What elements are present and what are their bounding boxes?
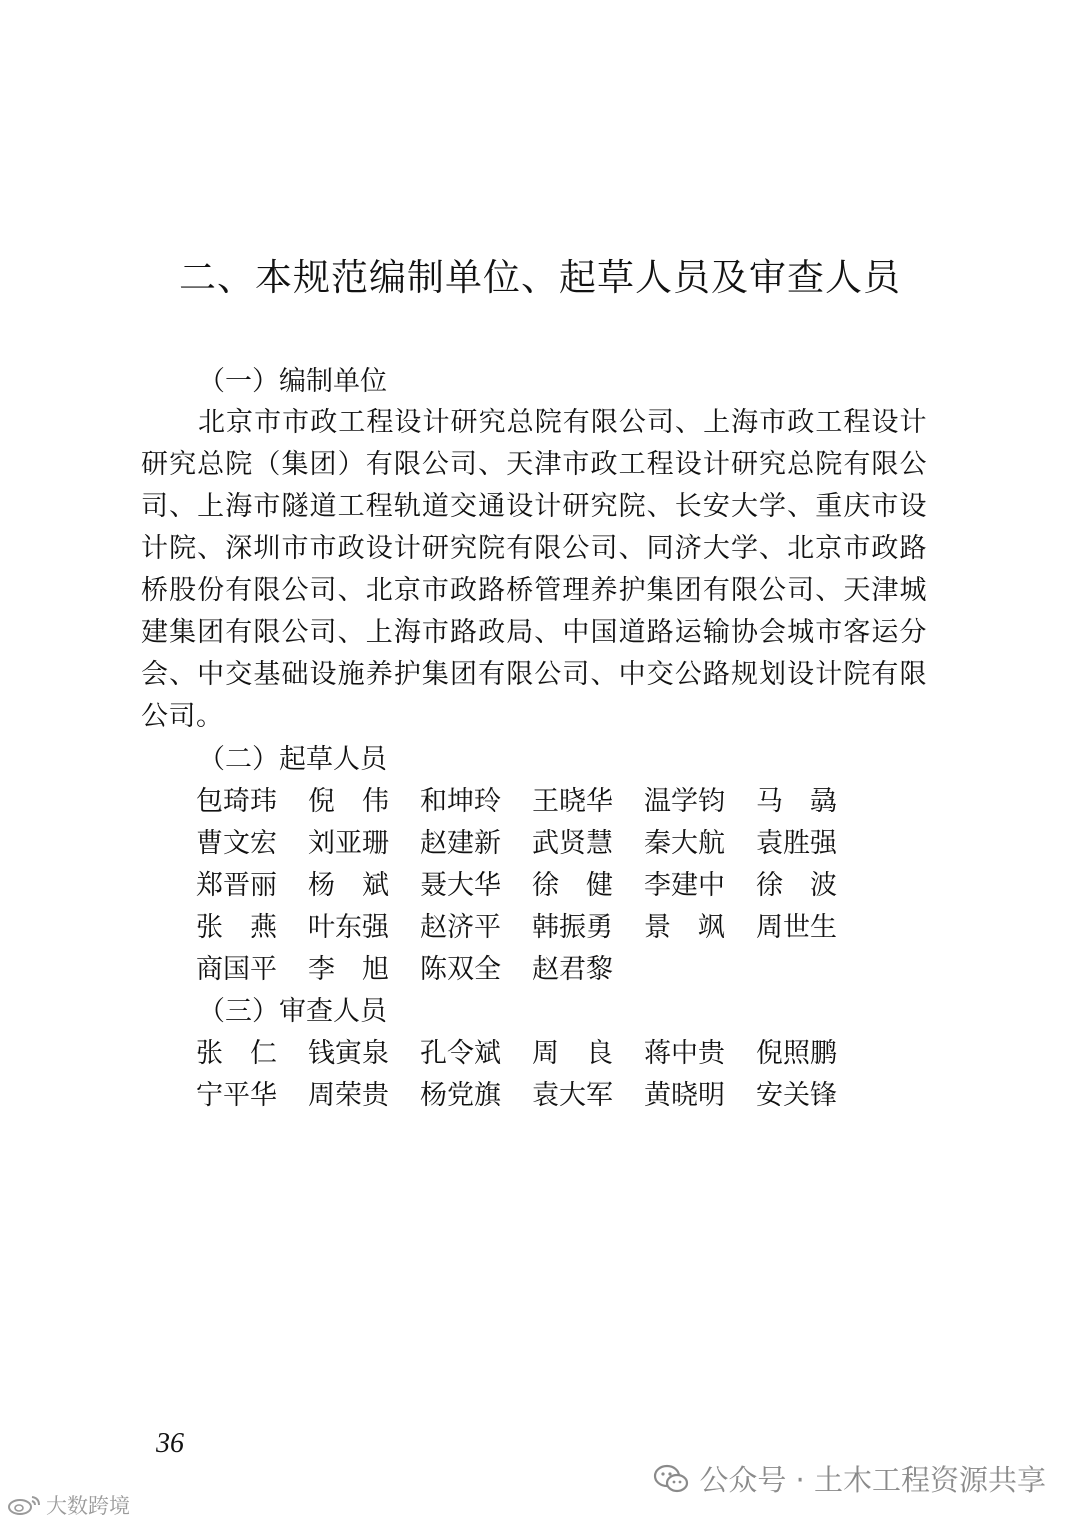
- name-row: [196, 1075, 896, 1117]
- page-title: 二、本规范编制单位、起草人员及审查人员: [179, 256, 901, 299]
- person-name: 赵建新: [420, 828, 501, 859]
- name-row: [196, 823, 896, 865]
- person-name: 曹文宏: [196, 828, 277, 859]
- units-paragraph: 北京市市政工程设计研究总院有限公司、上海市政工程设计研究总院（集团）有限公司、天津市政工程设计研究总院有限公司、上海市隧道工程轨道交通设计研究院、长安大学、重庆市设计院、深圳市市政设计研究院有限公司、同济大学、北京市政路桥股份有限公司、北京市政路桥管理养护集团有限公司、天津城建集团有限公司、上海市路政局、中国道路运输协会城市客运分会、中交基础设施养护集团有限公司、中交公路规划设计院有限公司。: [141, 407, 927, 732]
- person-name: 包琦玮: [196, 786, 277, 817]
- section-heading-drafters: （二）起草人员: [198, 744, 387, 775]
- reviewers-list: [196, 1033, 896, 1117]
- corner-mark: [6, 1490, 130, 1520]
- person-name: 徐 健: [532, 870, 613, 901]
- watermark: [653, 1458, 1046, 1499]
- page-number: 36: [156, 1428, 184, 1459]
- person-name: 温学钧: [644, 786, 725, 817]
- person-name: 安关锋: [756, 1080, 837, 1111]
- person-name: 孔令斌: [420, 1038, 501, 1069]
- person-name: 宁平华: [196, 1080, 277, 1111]
- drafters-list: [196, 781, 896, 991]
- person-name: 秦大航: [644, 828, 725, 859]
- person-name: 景 飒: [644, 912, 725, 943]
- person-name: 倪照鹏: [756, 1038, 837, 1069]
- person-name: 张 仁: [196, 1038, 277, 1069]
- person-name: 周世生: [756, 912, 837, 943]
- person-name: 马 骉: [756, 786, 837, 817]
- person-name: 倪 伟: [308, 786, 389, 817]
- person-name: 赵君黎: [532, 954, 613, 985]
- person-name: 周 良: [532, 1038, 613, 1069]
- person-name: 袁大军: [532, 1080, 613, 1111]
- person-name: 王晓华: [532, 786, 613, 817]
- person-name: 韩振勇: [532, 912, 613, 943]
- wechat-icon: [653, 1464, 689, 1494]
- person-name: 陈双全: [420, 954, 501, 985]
- person-name: 周荣贵: [308, 1080, 389, 1111]
- name-row: [196, 781, 896, 823]
- person-name: 李建中: [644, 870, 725, 901]
- person-name: 钱寅泉: [308, 1038, 389, 1069]
- person-name: 张 燕: [196, 912, 277, 943]
- name-row: [196, 1033, 896, 1075]
- name-row: [196, 907, 896, 949]
- person-name: 杨 斌: [308, 870, 389, 901]
- person-name: 蒋中贵: [644, 1038, 725, 1069]
- person-name: 杨党旗: [420, 1080, 501, 1111]
- person-name: 郑晋丽: [196, 870, 277, 901]
- section-heading-reviewers: （三）审查人员: [198, 996, 387, 1027]
- person-name: 商国平: [196, 954, 277, 985]
- person-name: 刘亚珊: [308, 828, 389, 859]
- name-row: [196, 949, 896, 991]
- watermark-text: 公众号 · 土木工程资源共享: [699, 1463, 1046, 1497]
- person-name: 黄晓明: [644, 1080, 725, 1111]
- person-name: 聂大华: [420, 870, 501, 901]
- section-heading-units: （一）编制单位: [198, 366, 387, 397]
- person-name: 和坤玲: [420, 786, 501, 817]
- weibo-icon: [6, 1493, 44, 1517]
- name-row: [196, 865, 896, 907]
- person-name: 赵济平: [420, 912, 501, 943]
- person-name: 李 旭: [308, 954, 389, 985]
- person-name: 徐 波: [756, 870, 837, 901]
- person-name: 叶东强: [308, 912, 389, 943]
- corner-mark-text: 大数跨境: [46, 1494, 130, 1518]
- person-name: 武贤慧: [532, 828, 613, 859]
- person-name: 袁胜强: [756, 828, 837, 859]
